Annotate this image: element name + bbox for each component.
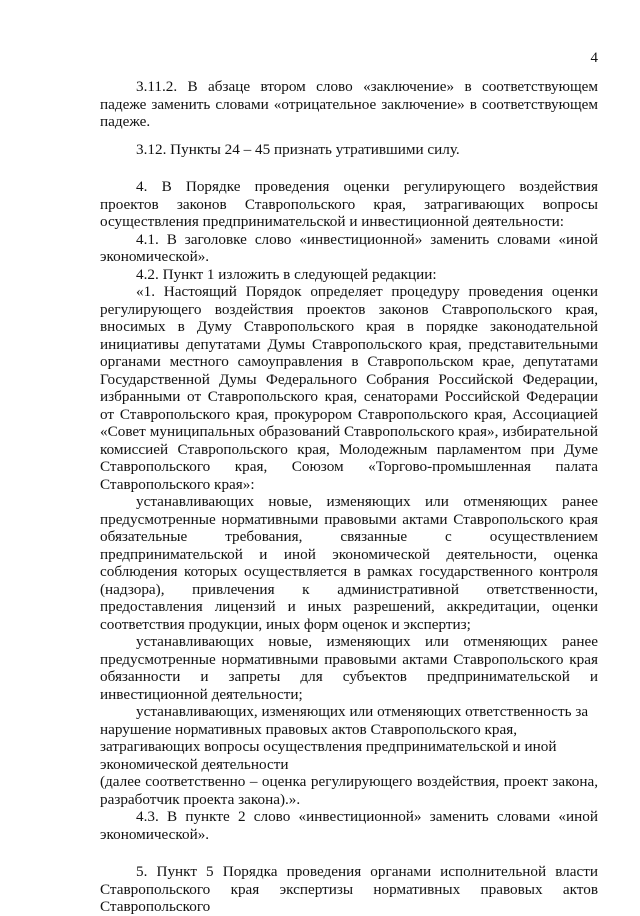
paragraph-4: 4. В Порядке проведения оценки регулирующего воздействия проектов законов Ставропольского края, затрагивающих вопросы осуществления предпринимательской и инвестиционной деятельности: [100,178,598,230]
paragraph-3-12: 3.12. Пункты 24 – 45 признать утратившими силу. [136,140,460,158]
paragraph-clause-requirements: устанавливающих новые, изменяющих или отменяющих ранее предусмотренные нормативными правовыми актами Ставропольского края обязательные требования, связанные с осуществлением предпринимательской и иной экономической деятельности, оценка соблюдения которых осуществляется в рамках государственного контроля (надзора), привлечения к административной ответственности, предоставления лицензий и иных разрешений, аккредитации, оценки соответствия продукции, иных форм оценок и экспертиз; [100,493,598,633]
paragraph-clause-liability: устанавливающих, изменяющих или отменяющих ответственность за нарушение нормативных правовых актов Ставропольского края, затрагивающих вопросы осуществления предпринимательской и иной экономической деятельности [100,703,589,773]
page-number: 4 [590,50,598,66]
paragraph-5: 5. Пункт 5 Порядка проведения органами исполнительной власти Ставропольского края экспертизы нормативных правовых актов Ставропольского [100,863,598,915]
document-body [100,78,598,916]
paragraph-clause-obligations: устанавливающих новые, изменяющих или отменяющих ранее предусмотренные нормативными правовыми актами Ставропольского края обязанности и запреты для субъектов предпринимательской и инвестиционной деятельности; [100,633,598,703]
paragraph-quote-1: «1. Настоящий Порядок определяет процедуру проведения оценки регулирующего воздействия проектов законов Ставропольского края, вносимых в Думу Ставропольского края в порядке законодательной инициативы депутатами Думы Ставропольского края, представительными органами местного самоуправления в Ставропольском крае, депутатами Государственной Думы Федерального Собрания Российской Федерации, избранными от Ставропольского края, сенаторами Российской Федерации от Ставропольского края, прокурором Ставропольского края, Ассоциацией «Совет муниципальных образований Ставропольского края», избирательной комиссией Ставропольского края, Молодежным парламентом при Думе Ставропольского края, Союзом «Торгово-промышленная палата Ставропольского края»: [100,283,598,493]
paragraph-4-2: 4.2. Пункт 1 изложить в следующей редакции: [136,265,437,283]
paragraph-definitions: (далее соответственно – оценка регулирующего воздействия, проект закона, разработчик проекта закона).». [100,773,598,808]
paragraph-4-1: 4.1. В заголовке слово «инвестиционной» заменить словами «иной экономической». [100,230,598,265]
paragraph-4-3: 4.3. В пункте 2 слово «инвестиционной» заменить словами «иной экономической». [100,808,598,843]
paragraph-3-11-2: 3.11.2. В абзаце втором слово «заключение» в соответствующем падеже заменить словами «отрицательное заключение» в соответствующем падеже. [100,78,598,130]
